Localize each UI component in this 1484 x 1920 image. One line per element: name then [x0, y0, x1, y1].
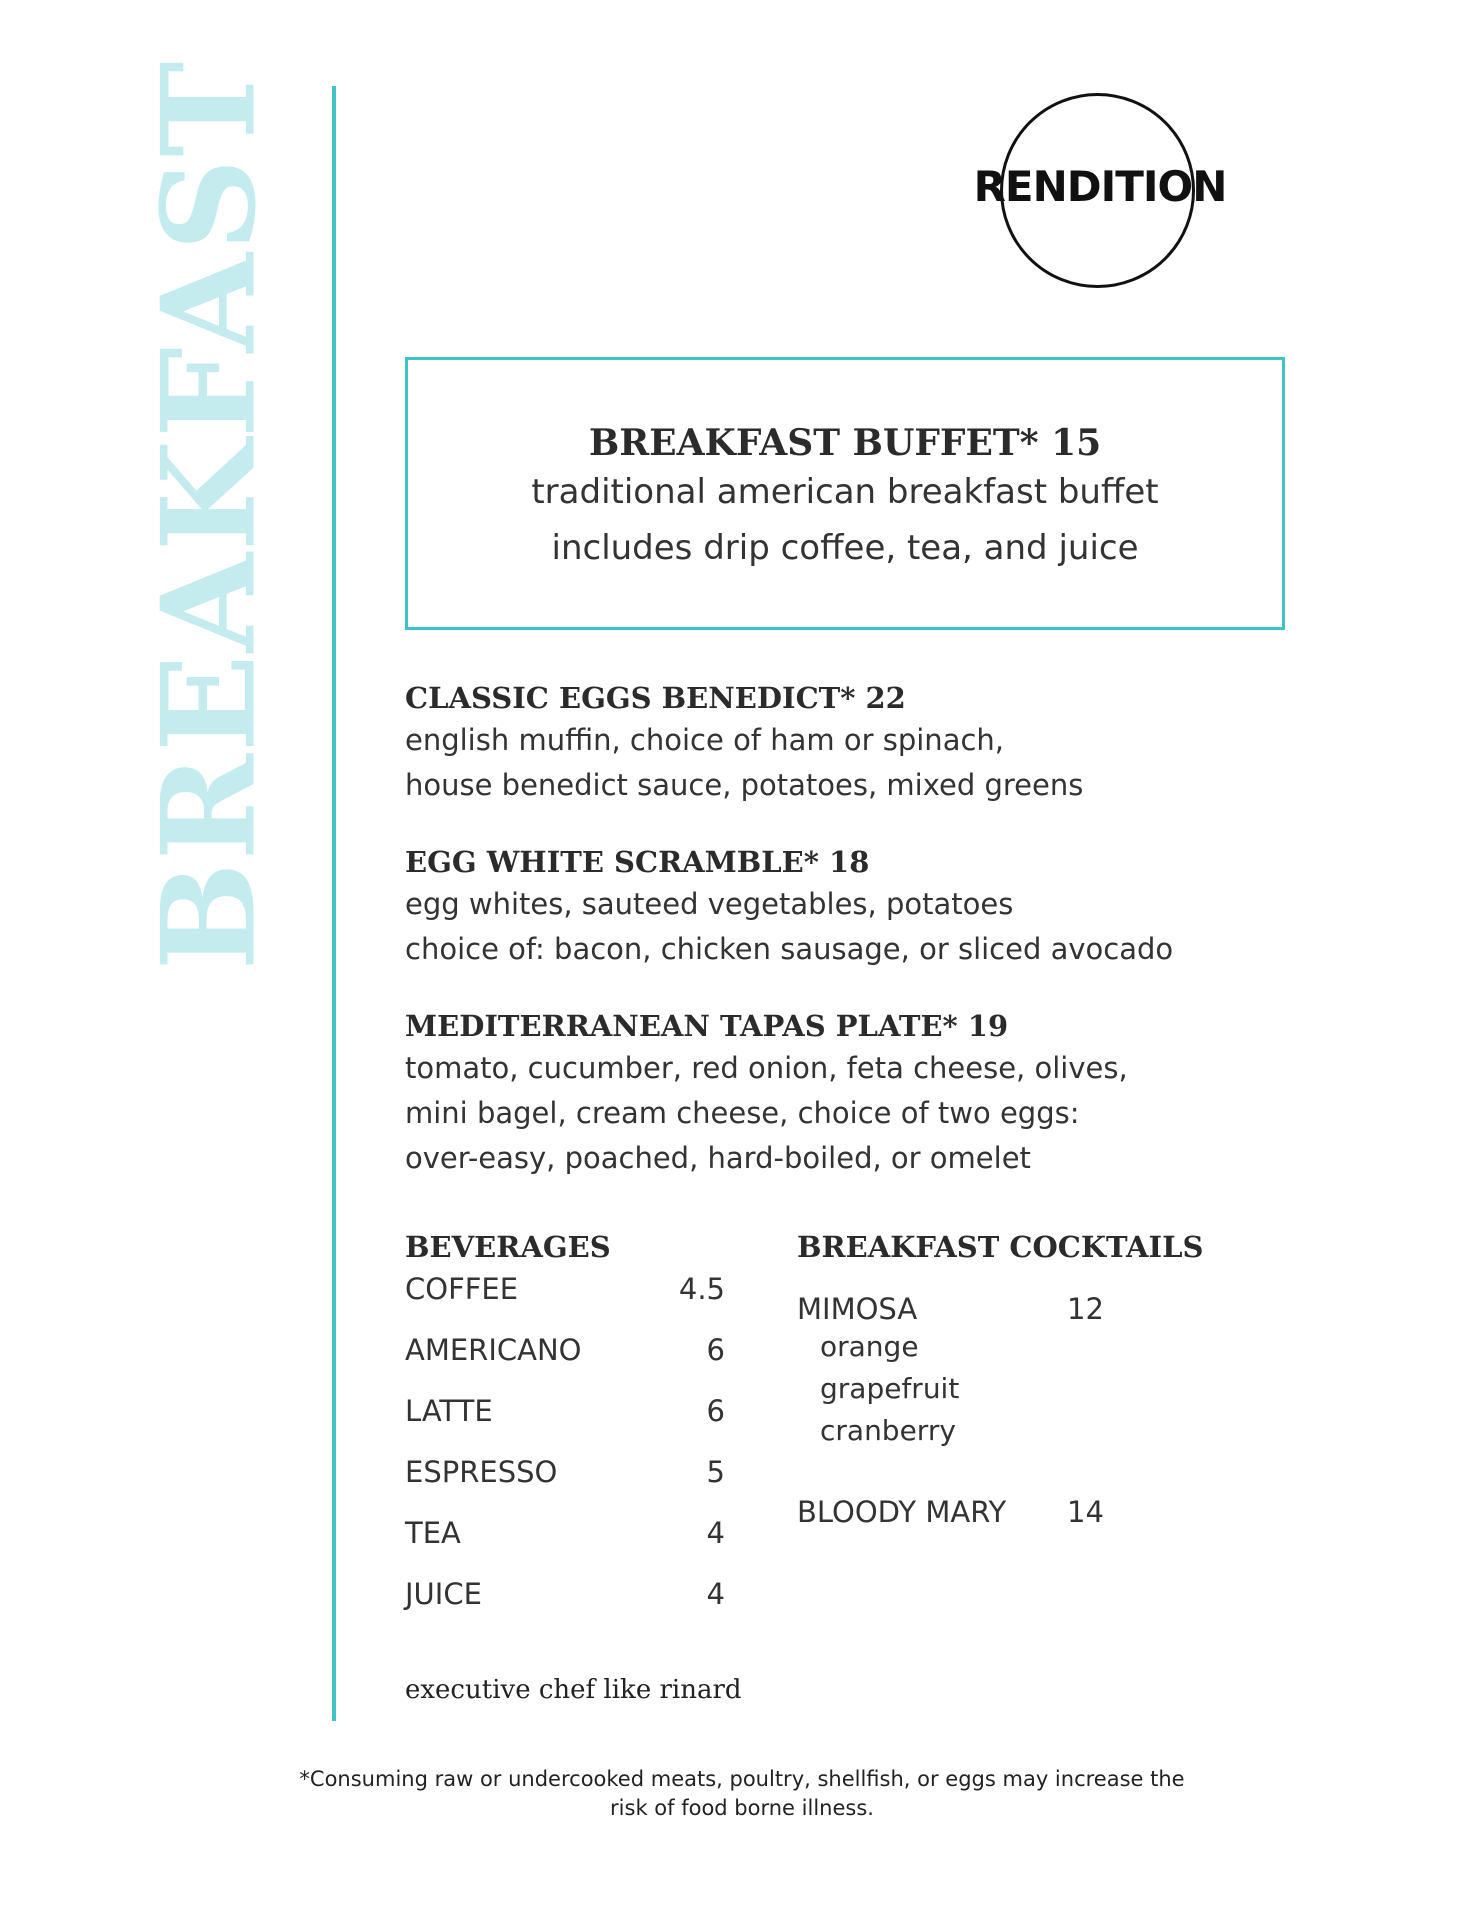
beverage-name: LATTE — [405, 1394, 493, 1428]
menu-item-description: choice of: bacon, chicken sausage, or sliced avocado — [405, 932, 1174, 966]
beverage-name: COFFEE — [405, 1272, 519, 1306]
menu-item-title: EGG WHITE SCRAMBLE* 18 — [405, 845, 870, 879]
vertical-divider — [332, 86, 336, 1721]
menu-item-description: mini bagel, cream cheese, choice of two eggs: — [405, 1096, 1080, 1130]
side-title: BREAKFAST — [135, 59, 285, 971]
cocktail-option: grapefruit — [820, 1372, 960, 1405]
beverage-price: 6 — [706, 1394, 725, 1428]
beverage-row — [405, 1394, 725, 1455]
cocktail-option: cranberry — [820, 1414, 956, 1447]
beverage-price: 4.5 — [678, 1272, 725, 1306]
beverage-row — [405, 1272, 725, 1333]
chef-credit: executive chef like rinard — [405, 1675, 742, 1705]
menu-item-description: tomato, cucumber, red onion, feta cheese, olives, — [405, 1051, 1128, 1085]
cocktail-row — [797, 1292, 1117, 1326]
beverage-row — [405, 1516, 725, 1577]
menu-item-egg-white-scramble — [405, 842, 1305, 972]
cocktail-name: MIMOSA — [797, 1292, 918, 1326]
cocktail-mimosa — [797, 1292, 1117, 1452]
beverage-name: JUICE — [405, 1577, 482, 1611]
cocktail-bloody-mary — [797, 1495, 1117, 1529]
buffet-title: BREAKFAST BUFFET* 15 — [588, 422, 1102, 464]
menu-item-title: MEDITERRANEAN TAPAS PLATE* 19 — [405, 1009, 1009, 1043]
beverage-name: AMERICANO — [405, 1333, 582, 1367]
cocktail-price: 14 — [1067, 1495, 1104, 1529]
menu-item-description: house benedict sauce, potatoes, mixed greens — [405, 768, 1084, 802]
disclaimer — [200, 1765, 1284, 1823]
cocktail-price: 12 — [1067, 1292, 1104, 1326]
menu-item-title: CLASSIC EGGS BENEDICT* 22 — [405, 681, 906, 715]
logo-text: RENDITION — [973, 162, 1227, 211]
menu-item-description: egg whites, sauteed vegetables, potatoes — [405, 887, 1014, 921]
beverage-name: TEA — [405, 1516, 461, 1550]
buffet-description-2: includes drip coffee, tea, and juice — [551, 528, 1139, 568]
side-title-container — [135, 59, 285, 971]
disclaimer-line: risk of food borne illness. — [610, 1796, 874, 1820]
buffet-box — [405, 357, 1285, 630]
beverage-row — [405, 1455, 725, 1516]
cocktail-name: BLOODY MARY — [797, 1495, 1007, 1529]
disclaimer-line: *Consuming raw or undercooked meats, poultry, shellfish, or eggs may increase the — [299, 1767, 1185, 1791]
menu-item-eggs-benedict — [405, 678, 1305, 808]
beverage-price: 4 — [706, 1577, 725, 1611]
cocktail-option: orange — [820, 1330, 919, 1363]
buffet-description-1: traditional american breakfast buffet — [531, 472, 1159, 512]
beverage-price: 5 — [706, 1455, 725, 1489]
cocktails-heading: BREAKFAST COCKTAILS — [797, 1230, 1204, 1264]
beverage-row — [405, 1333, 725, 1394]
beverage-name: ESPRESSO — [405, 1455, 558, 1489]
menu-item-description: english muffin, choice of ham or spinach, — [405, 723, 1005, 757]
menu-item-description: over-easy, poached, hard-boiled, or omelet — [405, 1141, 1031, 1175]
menu-item-tapas-plate — [405, 1006, 1305, 1181]
cocktail-row — [797, 1495, 1117, 1529]
beverage-price: 6 — [706, 1333, 725, 1367]
beverages-list — [405, 1272, 725, 1638]
beverage-row — [405, 1577, 725, 1638]
beverage-price: 4 — [706, 1516, 725, 1550]
beverages-heading: BEVERAGES — [405, 1230, 611, 1264]
